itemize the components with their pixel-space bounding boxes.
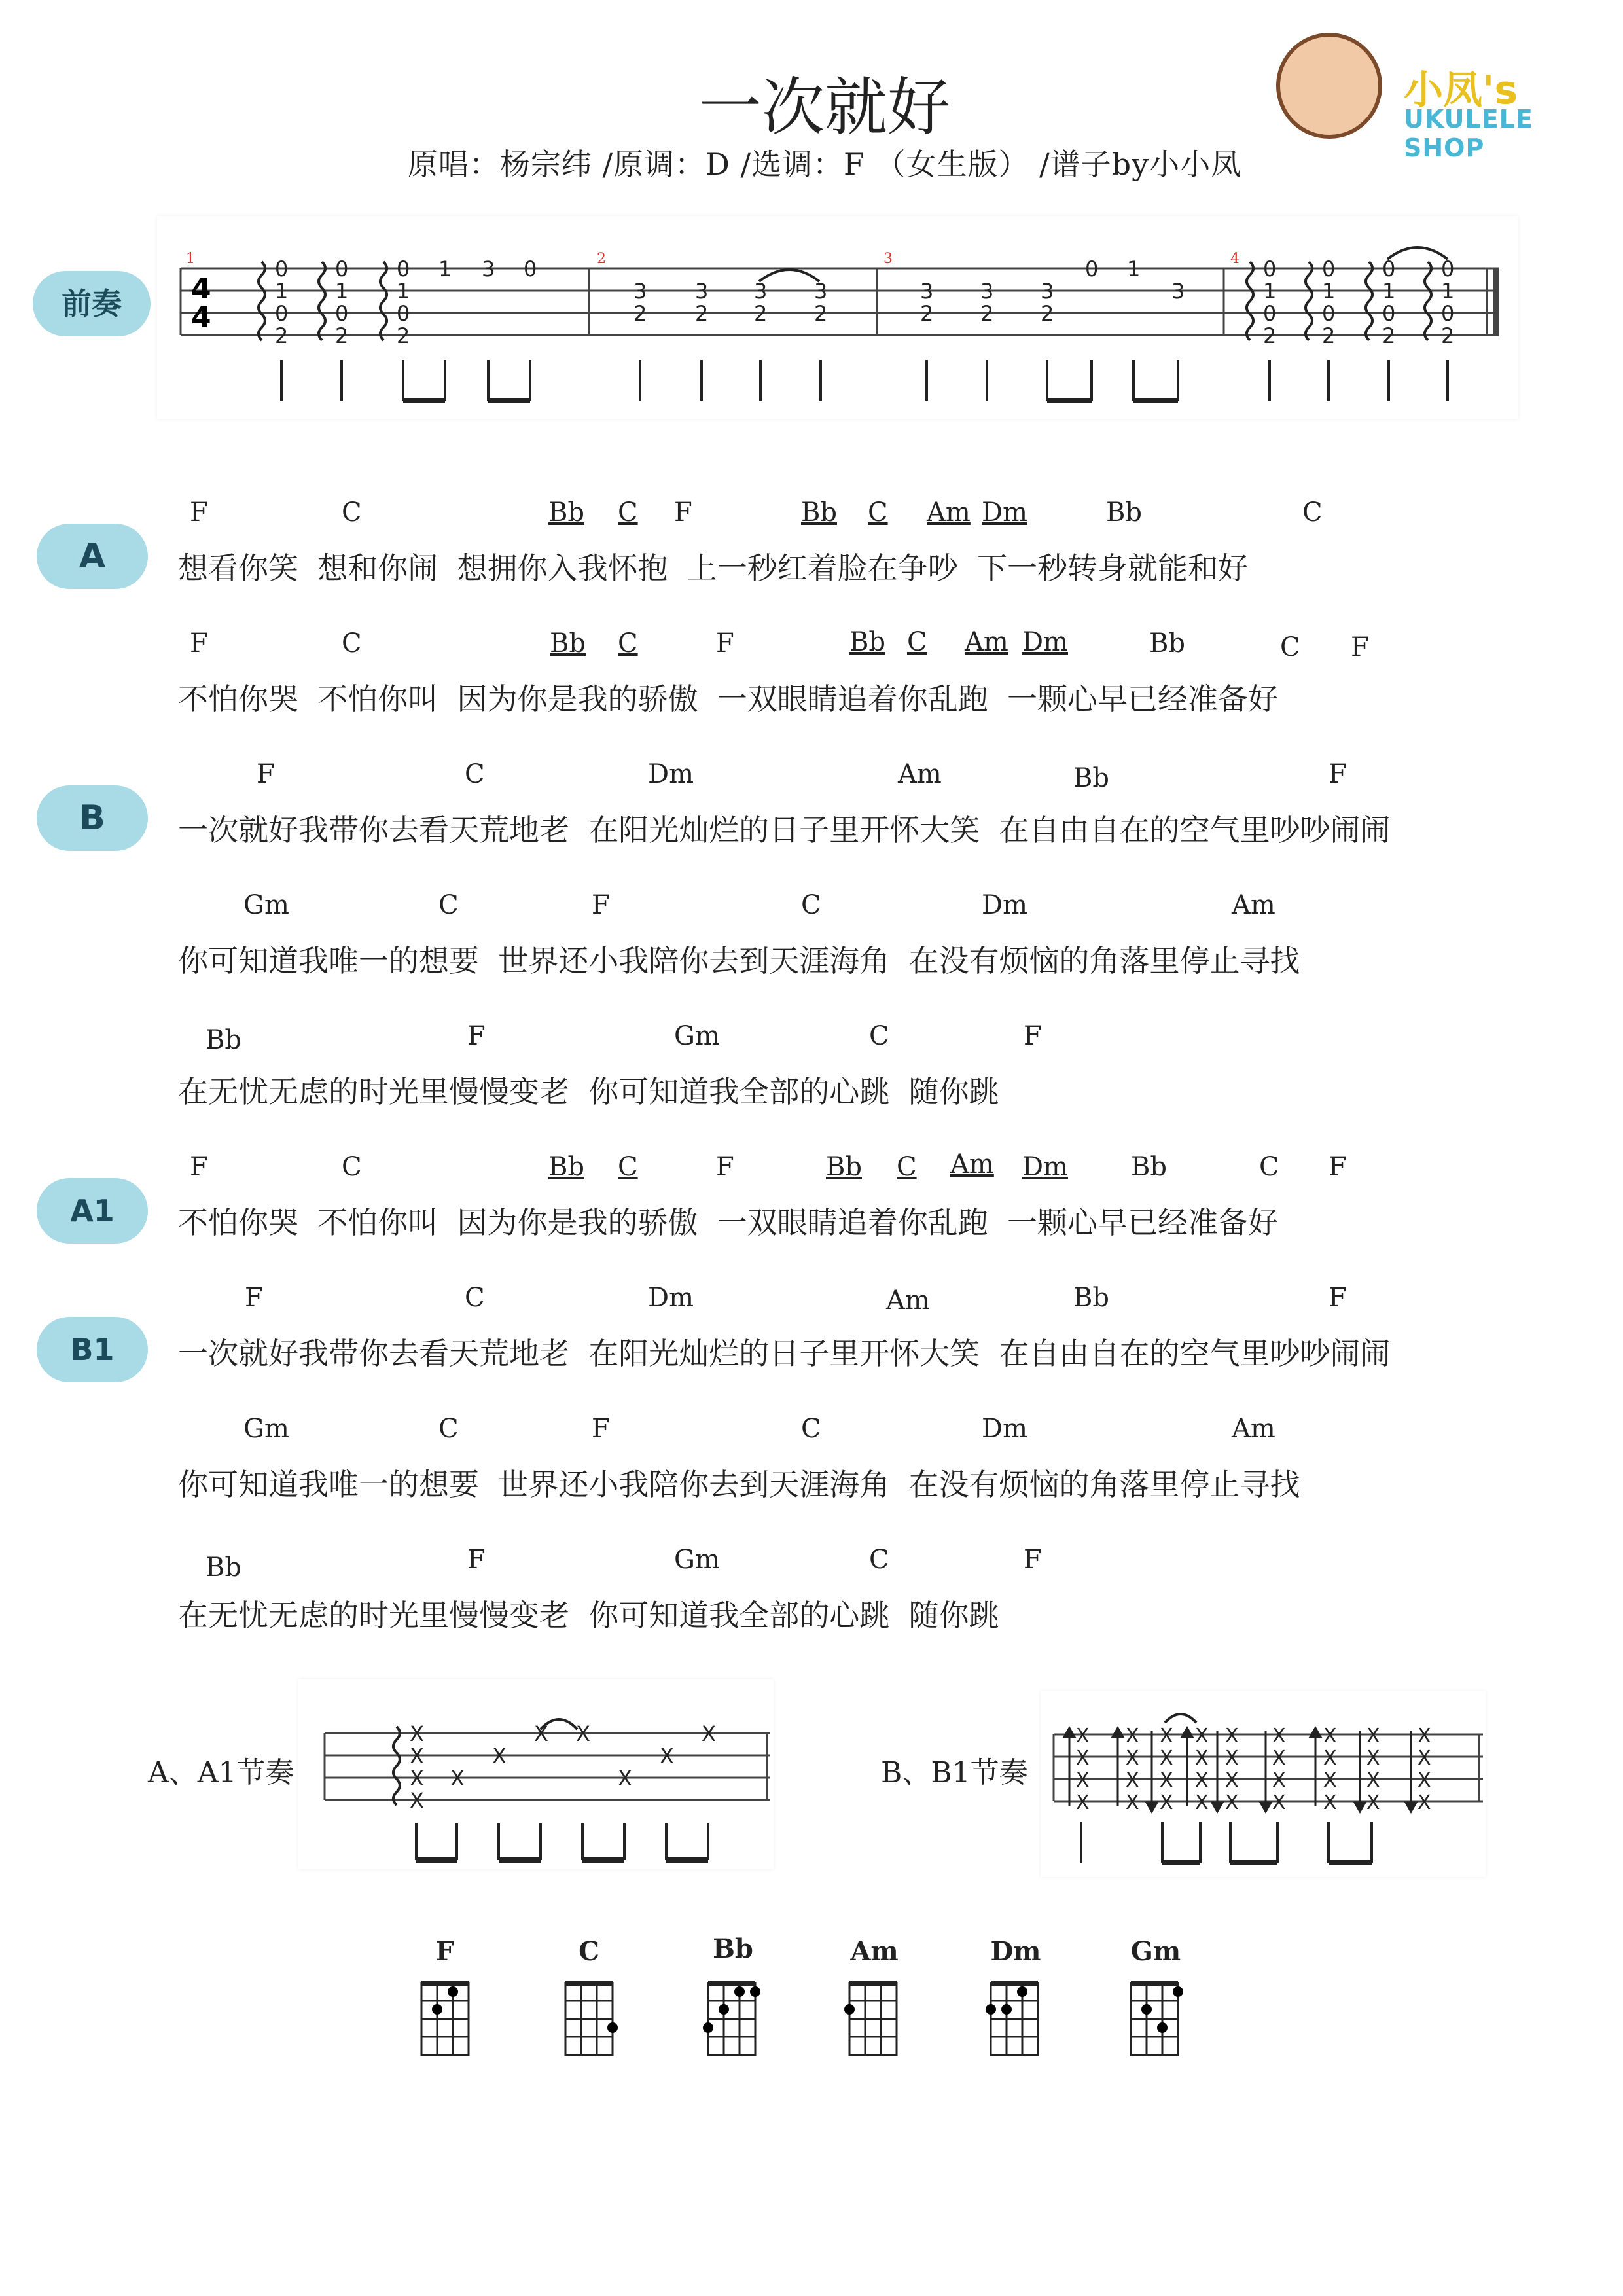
svg-text:1: 1 (1382, 279, 1396, 304)
svg-text:X: X (1366, 1791, 1380, 1814)
lyric-line: 不怕你哭 不怕你叫 因为你是我的骄傲 一双眼睛追着你乱跑 一颗心早已经准备好 (178, 681, 1278, 717)
svg-text:X: X (492, 1744, 507, 1768)
lyric-line: 想看你笑 想和你闹 想拥你入我怀抱 上一秒红着脸在争吵 下一秒转身就能和好 (178, 550, 1248, 586)
rhythm-a-staff (298, 1679, 774, 1869)
svg-text:X: X (1418, 1747, 1431, 1770)
svg-text:0: 0 (1322, 301, 1336, 326)
svg-text:X: X (1272, 1725, 1286, 1748)
svg-text:X: X (1323, 1725, 1337, 1748)
lyric-line: 在无忧无虑的时光里慢慢变老 你可知道我全部的心跳 随你跳 (178, 1074, 999, 1109)
chord: Am (1232, 890, 1275, 920)
svg-text:1: 1 (335, 279, 349, 304)
chord: Am (965, 627, 1008, 657)
chord: C (801, 1414, 821, 1444)
svg-text:0: 0 (1441, 257, 1455, 281)
svg-text:X: X (1160, 1747, 1173, 1770)
song-title: 一次就好 (699, 71, 950, 144)
svg-text:X: X (1195, 1747, 1209, 1770)
svg-text:2: 2 (1382, 323, 1396, 348)
svg-text:X: X (534, 1721, 548, 1746)
svg-text:2: 2 (1441, 323, 1455, 348)
chord: Bb (1073, 1283, 1109, 1313)
chord: C (869, 1545, 889, 1575)
chord: F (257, 759, 275, 789)
chord: Am (950, 1149, 994, 1179)
svg-text:1: 1 (275, 279, 289, 304)
svg-text:2: 2 (633, 301, 647, 326)
chord-name: Gm (1130, 1936, 1181, 1967)
svg-text:X: X (576, 1721, 590, 1746)
chord: Bb (205, 1552, 241, 1583)
shop-logo (1270, 26, 1610, 162)
chord: Bb (1131, 1152, 1167, 1182)
svg-text:X: X (702, 1721, 716, 1746)
chord-diagram-c (565, 1983, 618, 2055)
svg-text:X: X (1225, 1769, 1239, 1792)
chord: Dm (648, 759, 694, 789)
chord: Bb (826, 1152, 862, 1182)
svg-text:X: X (410, 1721, 424, 1746)
svg-text:1: 1 (1322, 279, 1336, 304)
chord: Am (1232, 1414, 1275, 1444)
svg-text:X: X (1195, 1769, 1209, 1792)
svg-text:2: 2 (814, 301, 828, 326)
chord-name: Am (850, 1936, 899, 1967)
chord: C (801, 890, 821, 920)
chord: C (907, 627, 927, 657)
chord: F (716, 628, 734, 658)
logo-line2: UKULELE SHOP (1404, 105, 1533, 162)
chord-name: Dm (990, 1936, 1041, 1967)
svg-text:X: X (1272, 1747, 1286, 1770)
chord: F (245, 1283, 263, 1313)
svg-text:X: X (1076, 1769, 1090, 1792)
chord: Bb (849, 627, 885, 657)
chord: Dm (982, 1414, 1027, 1444)
svg-text:3: 3 (920, 279, 934, 304)
chord: Am (886, 1285, 930, 1316)
chord: C (1259, 1152, 1279, 1182)
chord-diagram-f (421, 1983, 469, 2055)
chord: F (674, 497, 692, 528)
lyric-line: 在无忧无虑的时光里慢慢变老 你可知道我全部的心跳 随你跳 (178, 1598, 999, 1633)
chord: C (438, 890, 459, 920)
svg-text:X: X (660, 1744, 674, 1768)
svg-text:0: 0 (524, 257, 537, 281)
chord: Gm (243, 890, 289, 920)
svg-text:2: 2 (275, 323, 289, 348)
section-label-intro: 前奏 (33, 271, 151, 336)
chord: Gm (674, 1021, 720, 1051)
lyric-line: 不怕你哭 不怕你叫 因为你是我的骄傲 一双眼睛追着你乱跑 一颗心早已经准备好 (178, 1205, 1278, 1240)
svg-text:X: X (410, 1766, 424, 1791)
chord: Gm (674, 1545, 720, 1575)
chord: C (465, 1283, 485, 1313)
chord: Bb (1106, 497, 1142, 528)
svg-text:3: 3 (814, 279, 828, 304)
chord: Bb (205, 1025, 241, 1055)
intro-tab-staff (157, 216, 1518, 419)
chord: F (592, 1414, 610, 1444)
chord: Gm (243, 1414, 289, 1444)
svg-text:2: 2 (754, 301, 768, 326)
measure-number: 2 (597, 251, 606, 267)
chord-diagram-gm (1131, 1983, 1183, 2055)
rhythm-b-panel (1041, 1691, 1486, 1877)
logo-line1: 小凤's (1404, 67, 1518, 113)
svg-text:3: 3 (980, 279, 994, 304)
chord-diagram-am (844, 1983, 897, 2055)
svg-text:X: X (1126, 1725, 1139, 1748)
chord: C (1302, 497, 1323, 528)
svg-text:1: 1 (1127, 257, 1141, 281)
svg-text:3: 3 (1171, 279, 1185, 304)
svg-text:3: 3 (754, 279, 768, 304)
measure-number: 3 (883, 251, 893, 267)
svg-text:X: X (1160, 1725, 1173, 1748)
chord: C (342, 628, 362, 658)
chord: F (716, 1152, 734, 1182)
chord: F (1329, 1152, 1347, 1182)
svg-text:X: X (1126, 1791, 1139, 1814)
chord-diagram-bb (703, 1983, 760, 2055)
svg-text:1: 1 (1441, 279, 1455, 304)
lyric-line: 你可知道我唯一的想要 世界还小我陪你去到天涯海角 在没有烦恼的角落里停止寻找 (178, 943, 1300, 978)
lyric-line: 一次就好我带你去看天荒地老 在阳光灿烂的日子里开怀大笑 在自由自在的空气里吵吵闹闹 (178, 812, 1391, 848)
svg-text:2: 2 (980, 301, 994, 326)
chord: F (1329, 1283, 1347, 1313)
chord: C (342, 497, 362, 528)
svg-text:1: 1 (438, 257, 452, 281)
svg-text:2: 2 (695, 301, 709, 326)
chord: C (869, 1021, 889, 1051)
chord: Dm (1022, 627, 1068, 657)
svg-text:2: 2 (1322, 323, 1336, 348)
logo-face-icon (1276, 33, 1382, 139)
chord: F (1351, 632, 1369, 662)
svg-text:X: X (1272, 1791, 1286, 1814)
svg-text:X: X (450, 1766, 465, 1791)
svg-text:X: X (1225, 1791, 1239, 1814)
svg-text:0: 0 (1263, 257, 1277, 281)
svg-text:X: X (410, 1744, 424, 1768)
svg-text:X: X (1366, 1725, 1380, 1748)
svg-text:3: 3 (482, 257, 495, 281)
svg-text:0: 0 (397, 301, 410, 326)
svg-text:X: X (1418, 1725, 1431, 1748)
svg-text:X: X (410, 1788, 424, 1813)
chord: C (342, 1152, 362, 1182)
svg-text:X: X (1323, 1791, 1337, 1814)
section-label-b: B (37, 785, 148, 851)
chord: C (868, 497, 888, 528)
section-label-a: A (37, 524, 148, 589)
svg-text:0: 0 (1085, 257, 1099, 281)
measure-number: 4 (1230, 251, 1240, 267)
svg-text:0: 0 (1382, 301, 1396, 326)
svg-text:0: 0 (1263, 301, 1277, 326)
svg-text:X: X (1126, 1769, 1139, 1792)
svg-text:X: X (1418, 1769, 1431, 1792)
svg-text:X: X (1366, 1769, 1380, 1792)
svg-text:0: 0 (397, 257, 410, 281)
svg-text:X: X (1272, 1769, 1286, 1792)
lyric-line: 你可知道我唯一的想要 世界还小我陪你去到天涯海角 在没有烦恼的角落里停止寻找 (178, 1467, 1300, 1502)
svg-text:0: 0 (335, 257, 349, 281)
svg-text:0: 0 (275, 257, 289, 281)
svg-text:2: 2 (397, 323, 410, 348)
svg-text:X: X (1323, 1769, 1337, 1792)
chord: F (467, 1545, 486, 1575)
chord: F (1024, 1545, 1042, 1575)
svg-text:3: 3 (1041, 279, 1054, 304)
svg-text:X: X (1160, 1791, 1173, 1814)
svg-text:0: 0 (1441, 301, 1455, 326)
svg-text:3: 3 (695, 279, 709, 304)
svg-text:3: 3 (633, 279, 647, 304)
rhythm-label-b: B、B1节奏 (881, 1756, 1028, 1789)
chord-grids (393, 1970, 1243, 2068)
svg-text:X: X (1323, 1747, 1337, 1770)
chord: Bb (550, 628, 586, 658)
svg-text:X: X (1195, 1791, 1209, 1814)
chord: F (190, 1152, 208, 1182)
section-label-a1: A1 (37, 1178, 148, 1244)
svg-text:X: X (1418, 1791, 1431, 1814)
svg-text:0: 0 (1322, 257, 1336, 281)
svg-text:X: X (1126, 1747, 1139, 1770)
chord: C (618, 628, 638, 658)
chord: C (618, 497, 638, 528)
chord: Dm (1022, 1152, 1068, 1182)
chord: Dm (648, 1283, 694, 1313)
svg-text:2: 2 (1263, 323, 1277, 348)
chord-name: C (579, 1936, 599, 1967)
chord-diagram-dm (986, 1983, 1038, 2055)
intro-tab-panel (157, 216, 1518, 419)
svg-text:1: 1 (1263, 279, 1277, 304)
song-meta: 原唱：杨宗纬 /原调：D /选调：F （女生版） /谱子by小小凤 (407, 147, 1242, 182)
svg-text:X: X (1225, 1725, 1239, 1748)
chord: F (190, 497, 208, 528)
svg-text:0: 0 (1382, 257, 1396, 281)
svg-text:X: X (1076, 1725, 1090, 1748)
svg-text:X: X (1225, 1747, 1239, 1770)
svg-text:X: X (1195, 1725, 1209, 1748)
chord: C (465, 759, 485, 789)
rhythm-label-a: A、A1节奏 (148, 1756, 294, 1789)
chord: Dm (982, 497, 1027, 528)
chord: Dm (982, 890, 1027, 920)
chord: Bb (548, 1152, 584, 1182)
svg-text:1: 1 (397, 279, 410, 304)
svg-text:4: 4 (191, 301, 211, 334)
chord: Bb (548, 497, 584, 528)
rhythm-a-panel (298, 1679, 774, 1869)
chord-name: Bb (713, 1933, 753, 1964)
chord: F (1024, 1021, 1042, 1051)
svg-text:4: 4 (191, 272, 211, 306)
chord: Am (927, 497, 971, 528)
chord: Am (898, 759, 942, 789)
chord: Bb (801, 497, 837, 528)
lyric-line: 一次就好我带你去看天荒地老 在阳光灿烂的日子里开怀大笑 在自由自在的空气里吵吵闹闹 (178, 1336, 1391, 1371)
svg-text:0: 0 (335, 301, 349, 326)
section-label-b1: B1 (37, 1317, 148, 1382)
chord: F (190, 628, 208, 658)
chord: F (467, 1021, 486, 1051)
svg-text:X: X (1366, 1747, 1380, 1770)
chord: F (592, 890, 610, 920)
chord: C (618, 1152, 638, 1182)
svg-text:X: X (1160, 1769, 1173, 1792)
chord-name: F (435, 1936, 455, 1967)
measure-number: 1 (186, 251, 195, 267)
chord: C (897, 1152, 917, 1182)
svg-text:2: 2 (920, 301, 934, 326)
chord: Bb (1149, 628, 1185, 658)
svg-text:2: 2 (335, 323, 349, 348)
svg-text:X: X (618, 1766, 632, 1791)
svg-text:X: X (1076, 1747, 1090, 1770)
chord: C (438, 1414, 459, 1444)
chord: Bb (1073, 763, 1109, 793)
svg-text:2: 2 (1041, 301, 1054, 326)
chord: F (1329, 759, 1347, 789)
rhythm-b-staff (1041, 1691, 1486, 1877)
svg-text:X: X (1076, 1791, 1090, 1814)
chord: C (1280, 632, 1300, 662)
svg-text:0: 0 (275, 301, 289, 326)
